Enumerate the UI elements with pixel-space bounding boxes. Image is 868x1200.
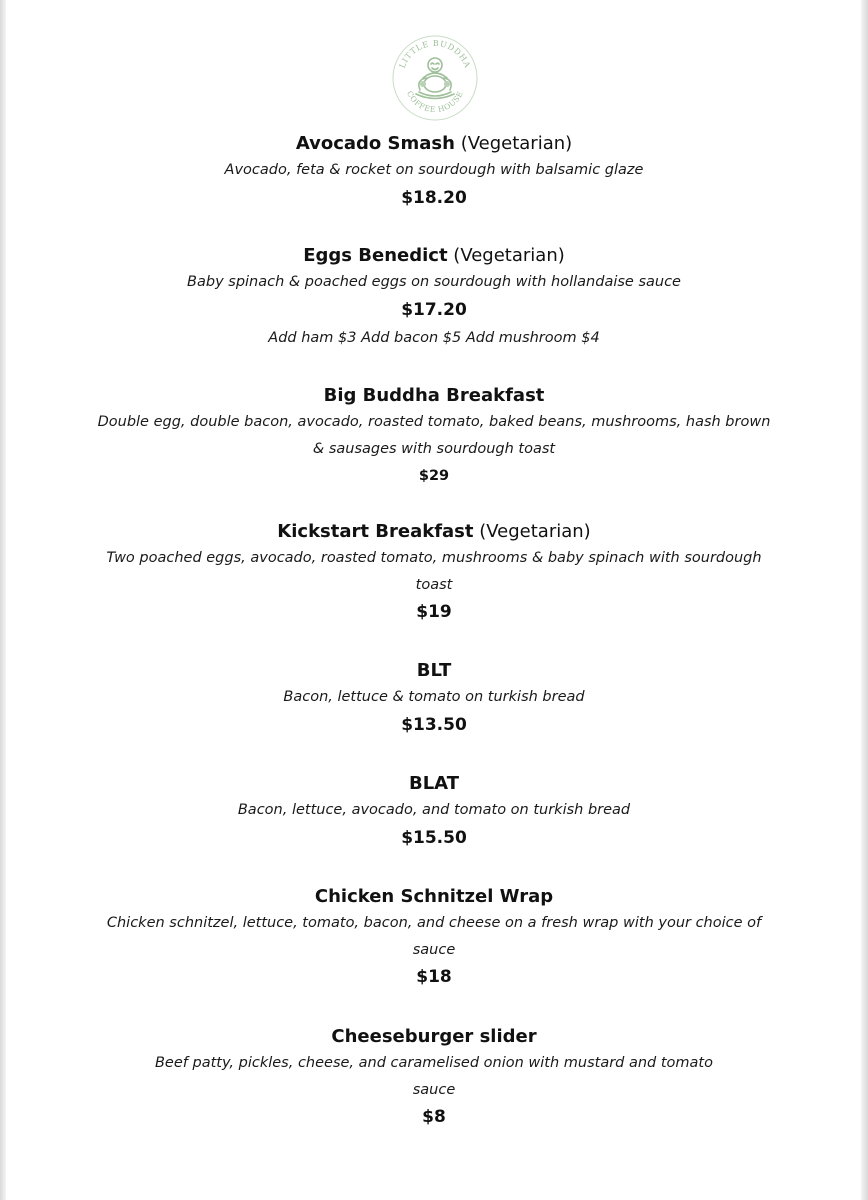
item-name: Avocado Smash: [295, 133, 455, 154]
item-name: Big Buddha Breakfast: [323, 385, 545, 406]
item-name: Kickstart Breakfast: [277, 521, 474, 542]
cafe-logo: [389, 32, 481, 124]
logo-top-text: LITTLE BUDDHA: [397, 38, 473, 70]
buddha-logo-icon: [389, 32, 481, 124]
menu-item-big-buddha-breakfast: [80, 383, 788, 490]
item-name: Eggs Benedict: [303, 245, 448, 266]
menu-item-blt: [80, 658, 788, 739]
item-title: [80, 383, 788, 409]
item-description: Bacon, lettuce & tomato on turkish bread: [283, 689, 585, 705]
item-name: Cheeseburger slider: [331, 1026, 537, 1047]
item-price: $18: [416, 967, 452, 987]
page-edge-left: [0, 0, 6, 1200]
item-description: Bacon, lettuce, avocado, and tomato on turkish bread: [237, 802, 631, 818]
item-description-line-2: toast: [415, 576, 453, 593]
item-name: BLAT: [408, 773, 459, 794]
item-description-line-1: Double egg, double bacon, avocado, roasted tomato, baked beans, mushrooms, hash brown: [97, 414, 771, 430]
item-title: [80, 771, 788, 797]
menu-item-kickstart-breakfast: [80, 519, 788, 626]
item-description: Baby spinach & poached eggs on sourdough with hollandaise sauce: [187, 274, 681, 290]
item-price: $15.50: [401, 827, 467, 848]
item-title: [80, 1024, 788, 1050]
item-price: $18.20: [401, 187, 467, 208]
item-tag: (Vegetarian): [479, 521, 591, 542]
svg-text:LITTLE BUDDHA: [398, 39, 473, 70]
item-extras: Add ham $3 Add bacon $5 Add mushroom $4: [268, 329, 600, 346]
item-description-line-1: Beef patty, pickles, cheese, and caramelised onion with mustard and tomato: [154, 1055, 713, 1071]
item-description-line-2: sauce: [412, 1081, 456, 1098]
item-description-line-1: Chicken schnitzel, lettuce, tomato, bacon, and cheese on a fresh wrap with your choice of: [106, 915, 762, 931]
item-description: Avocado, feta & rocket on sourdough with balsamic glaze: [224, 162, 644, 178]
page-edge-right: [861, 0, 868, 1200]
menu-item-chicken-schnitzel-wrap: [80, 884, 788, 991]
item-price: $17.20: [401, 299, 467, 320]
item-title: [80, 884, 788, 910]
item-tag: (Vegetarian): [453, 245, 565, 266]
item-title: [80, 658, 788, 684]
item-price: $19: [416, 602, 452, 622]
menu-item-avocado-smash: [80, 131, 788, 212]
item-price: $13.50: [401, 714, 467, 735]
menu-item-blat: [80, 771, 788, 852]
item-title: [80, 243, 788, 269]
item-price: $29: [418, 468, 450, 484]
item-price: $8: [422, 1107, 446, 1127]
item-description-line-2: sauce: [412, 941, 456, 958]
item-name: Chicken Schnitzel Wrap: [314, 886, 554, 907]
item-description-line-2: & sausages with sourdough toast: [312, 440, 556, 457]
item-title: [80, 131, 788, 157]
menu-item-eggs-benedict: [80, 243, 788, 352]
item-title: [80, 519, 788, 545]
item-description-line-1: Two poached eggs, avocado, roasted tomato, mushrooms & baby spinach with sourdough: [106, 550, 762, 566]
logo-bottom-text: COFFEE HOUSE: [404, 89, 466, 115]
item-tag: (Vegetarian): [460, 133, 573, 154]
item-name: BLT: [416, 660, 452, 681]
svg-text:COFFEE HOUSE: [405, 89, 465, 114]
menu-item-cheeseburger-slider: [80, 1024, 788, 1131]
